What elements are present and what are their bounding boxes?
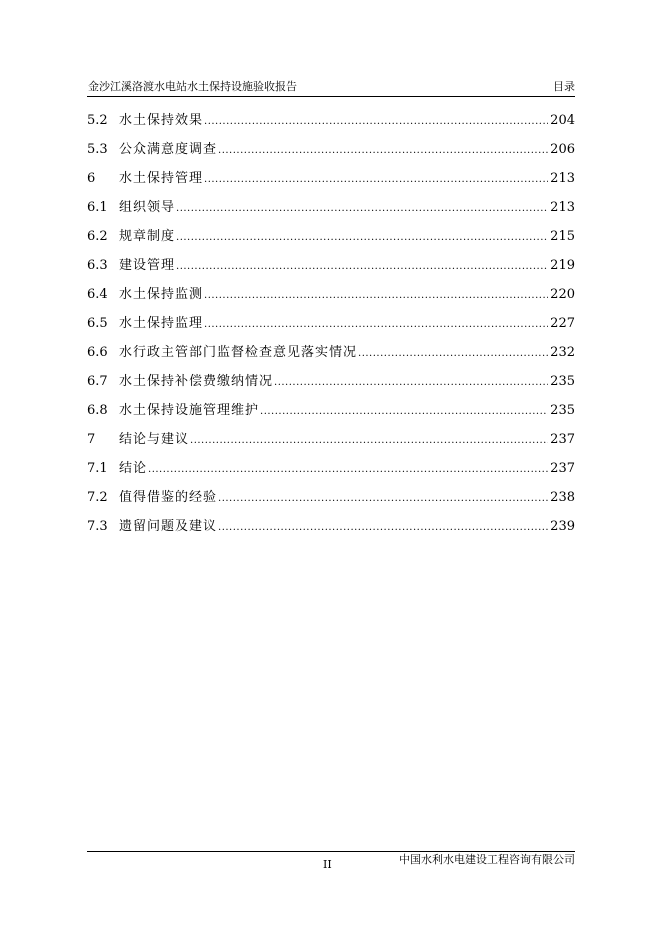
toc-entry-page: 237 — [550, 432, 575, 447]
toc-entry-page: 238 — [550, 490, 575, 505]
toc-entry-number: 6.2 — [87, 229, 108, 244]
page-header — [87, 76, 575, 97]
toc-entry-page: 220 — [550, 287, 575, 302]
company-name: 中国水利水电建设工程咨询有限公司 — [399, 853, 575, 866]
toc-leader-dots — [190, 426, 548, 455]
toc-entry-page: 235 — [550, 403, 575, 418]
toc-entry-title: 水土保持监测 — [119, 287, 204, 302]
document-title: 金沙江溪洛渡水电站水土保持设施验收报告 — [88, 80, 297, 93]
toc-entry-page: 213 — [550, 171, 575, 186]
toc-entry-number: 7.1 — [87, 461, 108, 476]
toc-leader-dots — [260, 397, 548, 426]
toc-entry-title: 规章制度 — [119, 229, 176, 244]
toc-leader-dots — [204, 107, 548, 136]
toc-entry-number: 6.1 — [87, 200, 108, 215]
toc-entry-page: 235 — [550, 374, 575, 389]
toc-entry-number: 7 — [87, 432, 96, 447]
toc-entry-title: 结论与建议 — [119, 432, 190, 447]
toc-leader-dots — [204, 165, 548, 194]
toc-leader-dots — [204, 310, 548, 339]
toc-entry[interactable] — [87, 106, 575, 135]
toc-entry-number: 6 — [87, 171, 96, 186]
toc-entry-page: 239 — [550, 519, 575, 534]
toc-entry-title: 公众满意度调查 — [119, 142, 218, 157]
toc-entry-title: 值得借鉴的经验 — [119, 490, 218, 505]
toc-entry-number: 7.2 — [87, 490, 108, 505]
toc-entry-page: 219 — [550, 258, 575, 273]
toc-entry-title: 水土保持效果 — [119, 113, 204, 128]
toc-entry[interactable] — [87, 222, 575, 251]
toc-entry-number: 6.7 — [87, 374, 108, 389]
toc-entry-title: 水土保持补偿费缴纳情况 — [119, 374, 274, 389]
toc-entry-page: 215 — [550, 229, 575, 244]
toc-entry[interactable] — [87, 425, 575, 454]
toc-entry[interactable] — [87, 367, 575, 396]
page-number: II — [323, 858, 332, 871]
toc-entry[interactable] — [87, 512, 575, 541]
toc-leader-dots — [218, 513, 548, 542]
toc-entry[interactable] — [87, 280, 575, 309]
toc-entry[interactable] — [87, 251, 575, 280]
toc-entry-number: 6.3 — [87, 258, 108, 273]
toc-entry[interactable] — [87, 193, 575, 222]
toc-leader-dots — [176, 252, 548, 281]
toc-leader-dots — [218, 136, 548, 165]
table-of-contents — [87, 106, 575, 541]
toc-entry-title: 水土保持管理 — [119, 171, 204, 186]
toc-entry-title: 水土保持设施管理维护 — [119, 403, 260, 418]
toc-entry[interactable] — [87, 454, 575, 483]
toc-entry-page: 204 — [550, 113, 575, 128]
toc-entry-title: 组织领导 — [119, 200, 176, 215]
toc-entry[interactable] — [87, 164, 575, 193]
toc-entry-title: 结论 — [119, 461, 148, 476]
toc-entry-number: 7.3 — [87, 519, 108, 534]
toc-entry-number: 6.8 — [87, 403, 108, 418]
toc-entry-page: 206 — [550, 142, 575, 157]
toc-entry[interactable] — [87, 135, 575, 164]
toc-entry[interactable] — [87, 483, 575, 512]
toc-entry-page: 232 — [550, 345, 575, 360]
toc-leader-dots — [176, 223, 548, 252]
toc-entry[interactable] — [87, 309, 575, 338]
toc-entry-title: 水行政主管部门监督检查意见落实情况 — [119, 345, 358, 360]
toc-entry-page: 237 — [550, 461, 575, 476]
toc-leader-dots — [274, 368, 548, 397]
toc-leader-dots — [218, 484, 548, 513]
toc-entry-number: 6.5 — [87, 316, 108, 331]
toc-entry-title: 遗留问题及建议 — [119, 519, 218, 534]
toc-entry-number: 5.3 — [87, 142, 108, 157]
section-label: 目录 — [553, 80, 575, 93]
toc-entry[interactable] — [87, 338, 575, 367]
toc-entry-number: 6.6 — [87, 345, 108, 360]
toc-entry-title: 建设管理 — [119, 258, 176, 273]
toc-leader-dots — [204, 281, 548, 310]
toc-entry-title: 水土保持监理 — [119, 316, 204, 331]
toc-entry-page: 213 — [550, 200, 575, 215]
toc-leader-dots — [358, 339, 548, 368]
toc-entry-number: 6.4 — [87, 287, 108, 302]
toc-leader-dots — [176, 194, 548, 223]
toc-leader-dots — [148, 455, 548, 484]
toc-entry-number: 5.2 — [87, 113, 108, 128]
toc-entry[interactable] — [87, 396, 575, 425]
toc-entry-page: 227 — [550, 316, 575, 331]
